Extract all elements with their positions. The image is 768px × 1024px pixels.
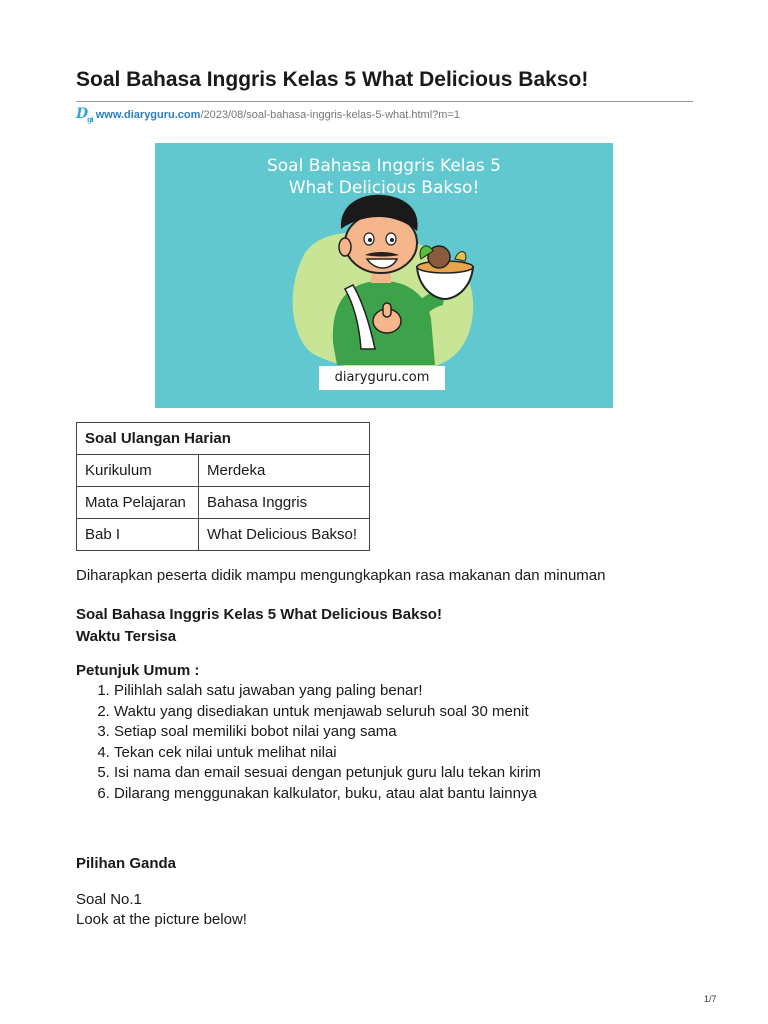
- url-path[interactable]: /2023/08/soal-bahasa-inggris-kelas-5-what.html?m=1: [200, 109, 460, 121]
- diaryguru-logo-icon: $D_{gi}$: [76, 106, 93, 124]
- hero-site-label: diaryguru.com: [319, 366, 445, 390]
- table-row: [77, 519, 370, 551]
- url-domain[interactable]: www.diaryguru.com: [95, 109, 201, 121]
- list-item: 1. Pilihlah salah satu jawaban yang paling benar!: [114, 681, 541, 702]
- timer-label: Waktu Tersisa: [76, 628, 177, 645]
- title-divider: [76, 101, 693, 102]
- list-item: 3. Setiap soal memiliki bobot nilai yang sama: [114, 722, 541, 743]
- quiz-title: Soal Bahasa Inggris Kelas 5 What Delicious Bakso!: [76, 606, 442, 623]
- table-cell-label: Kurikulum: [77, 455, 199, 487]
- section-heading: Pilihan Ganda: [76, 855, 177, 872]
- page-number: 1/7: [704, 994, 717, 1004]
- hero-image: [155, 143, 613, 408]
- question-label: Soal No.1: [76, 891, 142, 908]
- list-item: 2. Waktu yang disediakan untuk menjawab seluruh soal 30 menit: [114, 702, 541, 723]
- table-cell-value: Merdeka: [199, 455, 370, 487]
- table-cell-value: Bahasa Inggris: [199, 487, 370, 519]
- list-item: 5. Isi nama dan email sesuai dengan petunjuk guru lalu tekan kirim: [114, 763, 541, 784]
- table-row: [77, 487, 370, 519]
- table-cell-label: Mata Pelajaran: [77, 487, 199, 519]
- instructions-list: [76, 681, 541, 804]
- intro-text: Diharapkan peserta didik mampu mengungkapkan rasa makanan dan minuman: [76, 567, 606, 584]
- source-url[interactable]: [76, 106, 460, 124]
- instructions-heading: Petunjuk Umum :: [76, 662, 200, 679]
- hero-title: Soal Bahasa Inggris Kelas 5 What Delicious Bakso!: [266, 156, 501, 198]
- page-title: Soal Bahasa Inggris Kelas 5 What Delicious Bakso!: [76, 68, 589, 91]
- list-item: 6. Dilarang menggunakan kalkulator, buku, atau alat bantu lainnya: [114, 784, 541, 805]
- table-row: [77, 455, 370, 487]
- table-cell-label: Bab I: [77, 519, 199, 551]
- table-header-row: [77, 423, 370, 455]
- table-cell-value: What Delicious Bakso!: [199, 519, 370, 551]
- info-table: [76, 422, 370, 551]
- list-item: 4. Tekan cek nilai untuk melihat nilai: [114, 743, 541, 764]
- table-header: Soal Ulangan Harian: [77, 423, 370, 455]
- question-text: Look at the picture below!: [76, 911, 247, 928]
